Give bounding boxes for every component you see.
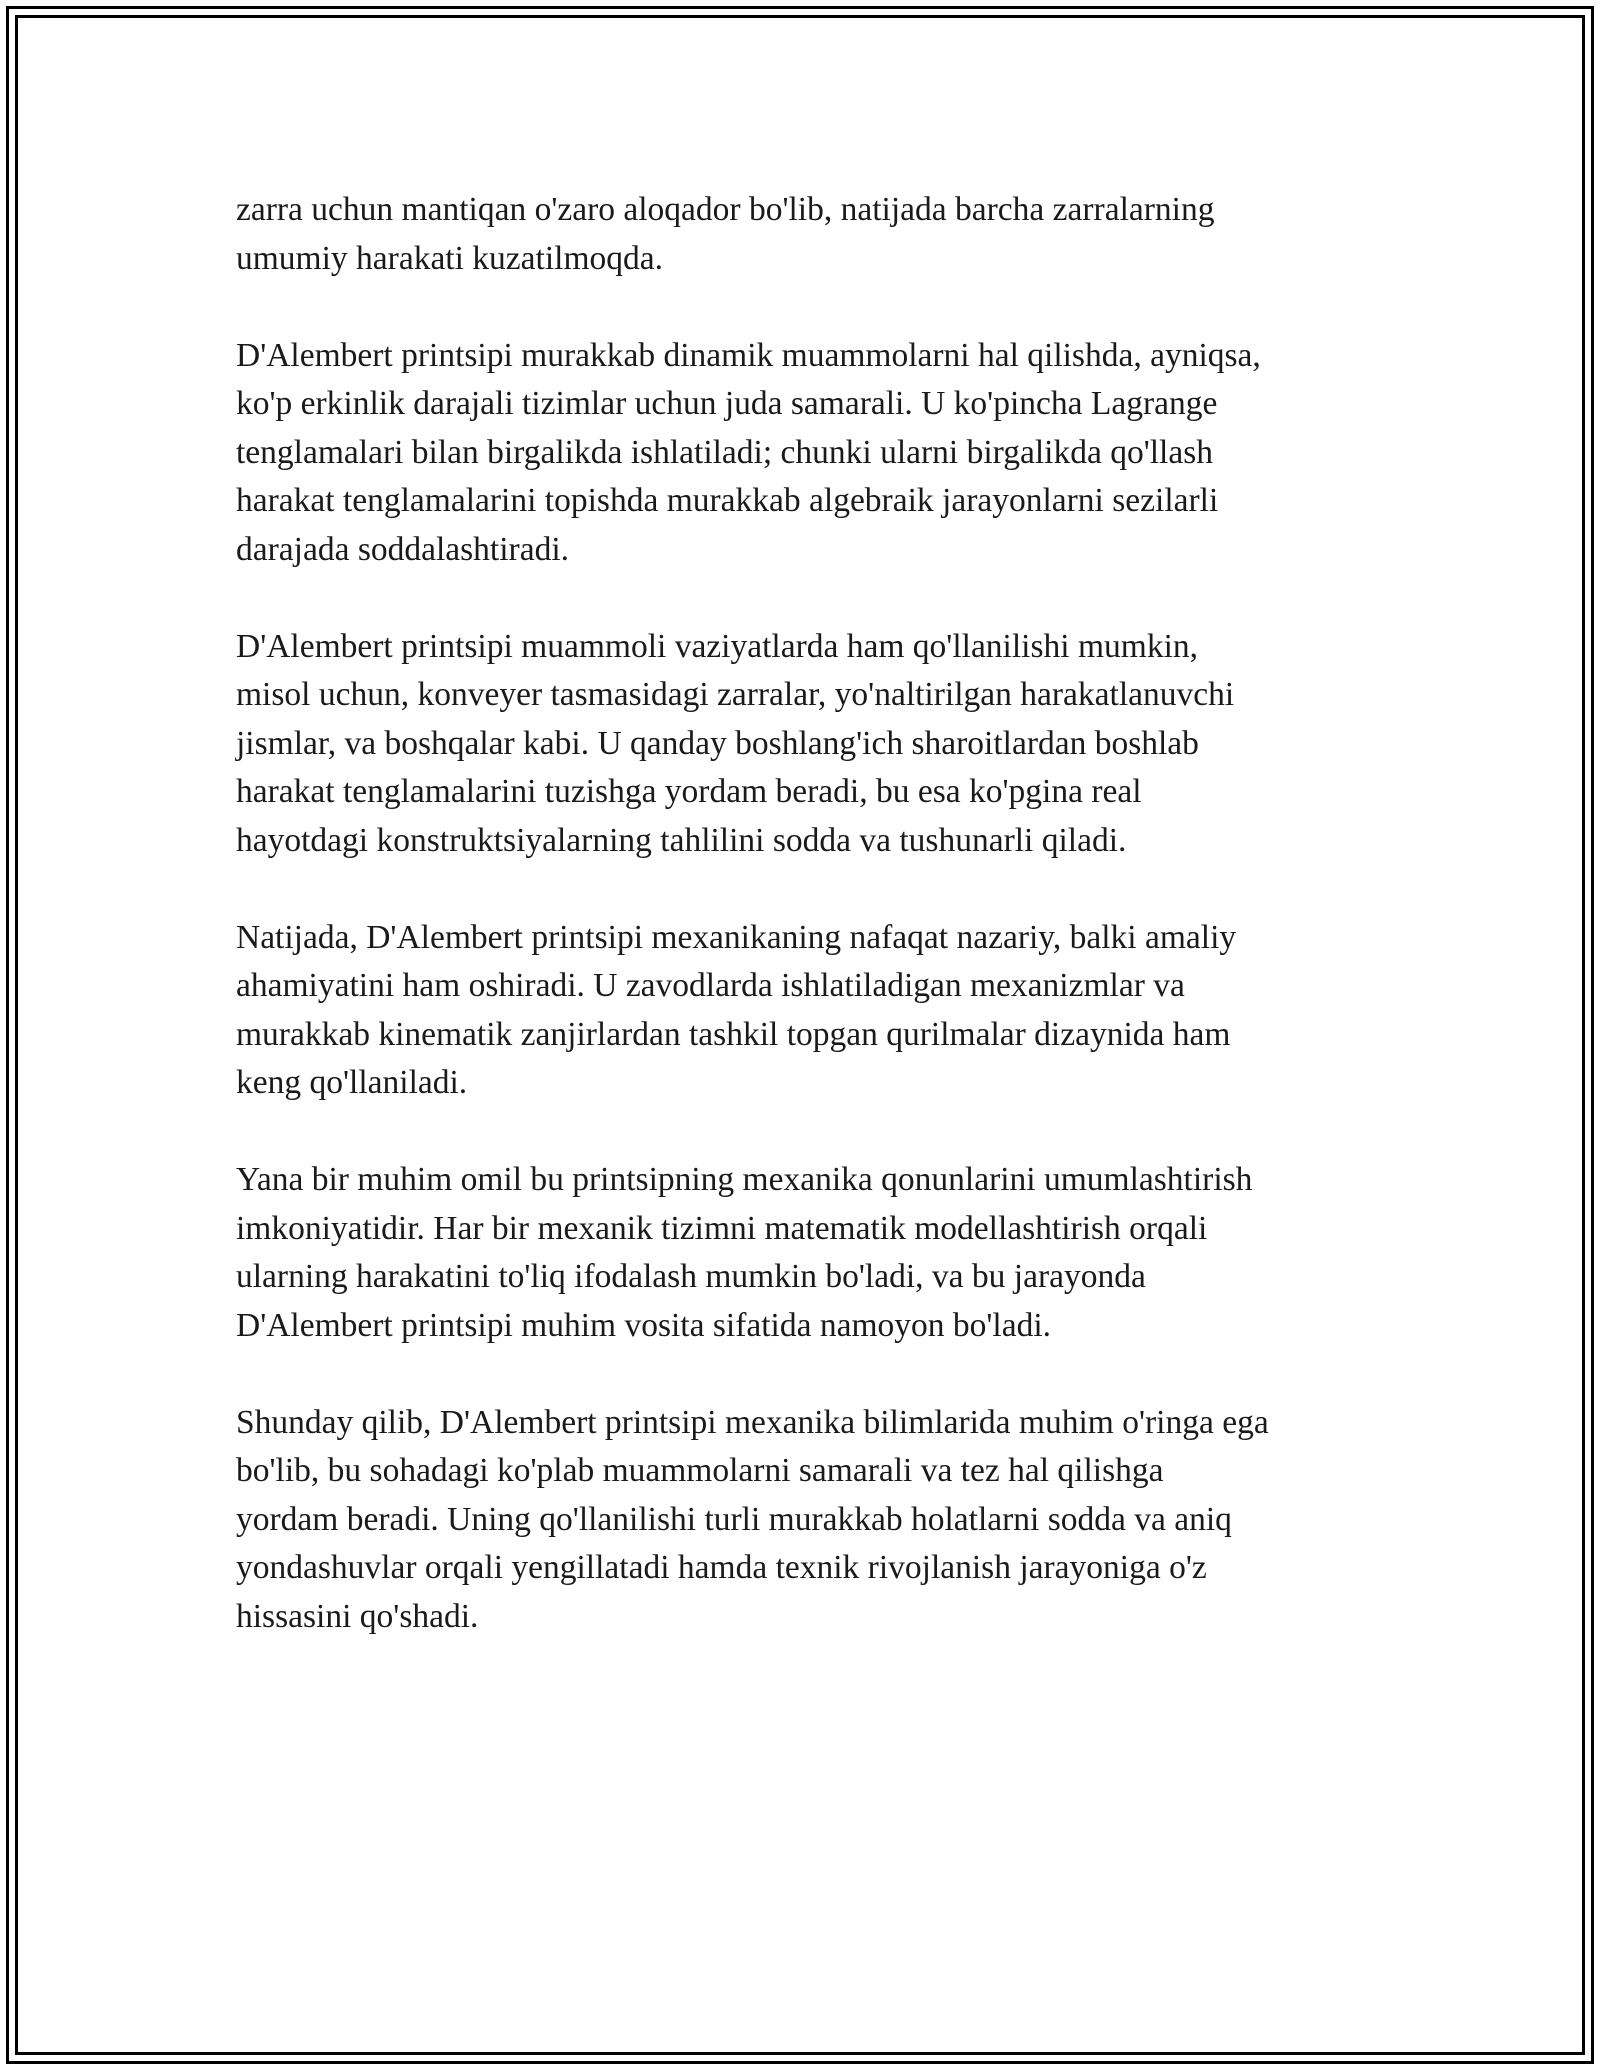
paragraph-2 bbox=[236, 332, 1376, 575]
paragraph-5 bbox=[236, 1156, 1376, 1350]
text-line: bo'lib, bu sohadagi ko'plab muammolarni samarali va tez hal qilishga bbox=[236, 1452, 1164, 1489]
paragraph-1 bbox=[236, 186, 1376, 283]
text-line: Natijada, D'Alembert printsipi mexanikaning nafaqat nazariy, balki amaliy bbox=[236, 918, 1237, 956]
text-line: harakat tenglamalarini tuzishga yordam beradi, bu esa ko'pgina real bbox=[236, 773, 1142, 810]
text-line: ko'p erkinlik darajali tizimlar uchun juda samarali. U ko'pincha Lagrange bbox=[236, 385, 1218, 422]
text-line: misol uchun, konveyer tasmasidagi zarralar, yo'naltirilgan harakatlanuvchi bbox=[236, 676, 1235, 713]
text-line: harakat tenglamalarini topishda murakkab algebraik jarayonlarni sezilarli bbox=[236, 482, 1219, 519]
paragraph-6 bbox=[236, 1399, 1376, 1642]
paragraph-3 bbox=[236, 623, 1376, 866]
text-line: ahamiyatini ham oshiradi. U zavodlarda ishlatiladigan mexanizmlar va bbox=[236, 967, 1185, 1004]
text-line: D'Alembert printsipi muhim vosita sifatida namoyon bo'ladi. bbox=[236, 1306, 1052, 1344]
text-line: ularning harakatini to'liq ifodalash mumkin bo'ladi, va bu jarayonda bbox=[236, 1258, 1146, 1295]
text-line: Yana bir muhim omil bu printsipning mexanika qonunlarini umumlashtirish bbox=[236, 1161, 1253, 1198]
text-line: zarra uchun mantiqan o'zaro aloqador bo'lib, natijada barcha zarralarning bbox=[236, 191, 1215, 228]
text-line: yordam beradi. Uning qo'llanilishi turli murakkab holatlarni sodda va aniq bbox=[236, 1500, 1232, 1538]
text-line: umumiy harakati kuzatilmoqda. bbox=[236, 239, 664, 277]
text-line: imkoniyatidir. Har bir mexanik tizimni matematik modellashtirish orqali bbox=[236, 1209, 1208, 1247]
text-line: D'Alembert printsipi murakkab dinamik muammolarni hal qilishda, ayniqsa, bbox=[236, 336, 1261, 374]
text-line: Shunday qilib, D'Alembert printsipi mexanika bilimlarida muhim o'ringa ega bbox=[236, 1403, 1269, 1441]
text-line: tenglamalari bilan birgalikda ishlatiladi; chunki ularni birgalikda qo'llash bbox=[236, 433, 1213, 471]
text-line: hissasini qo'shadi. bbox=[236, 1597, 479, 1635]
text-line: darajada soddalashtiradi. bbox=[236, 530, 570, 568]
text-line: keng qo'llaniladi. bbox=[236, 1064, 468, 1101]
document-body bbox=[236, 186, 1376, 1690]
text-line: D'Alembert printsipi muammoli vaziyatlarda ham qo'llanilishi mumkin, bbox=[236, 627, 1198, 665]
text-line: murakkab kinematik zanjirlardan tashkil topgan qurilmalar dizaynida ham bbox=[236, 1015, 1231, 1053]
text-line: hayotdagi konstruktsiyalarning tahlilini sodda va tushunarli qiladi. bbox=[236, 821, 1127, 859]
paragraph-4 bbox=[236, 914, 1376, 1108]
text-line: jismlar, va boshqalar kabi. U qanday boshlang'ich sharoitlardan boshlab bbox=[236, 724, 1199, 762]
text-line: yondashuvlar orqali yengillatadi hamda texnik rivojlanish jarayoniga o'z bbox=[236, 1549, 1207, 1586]
